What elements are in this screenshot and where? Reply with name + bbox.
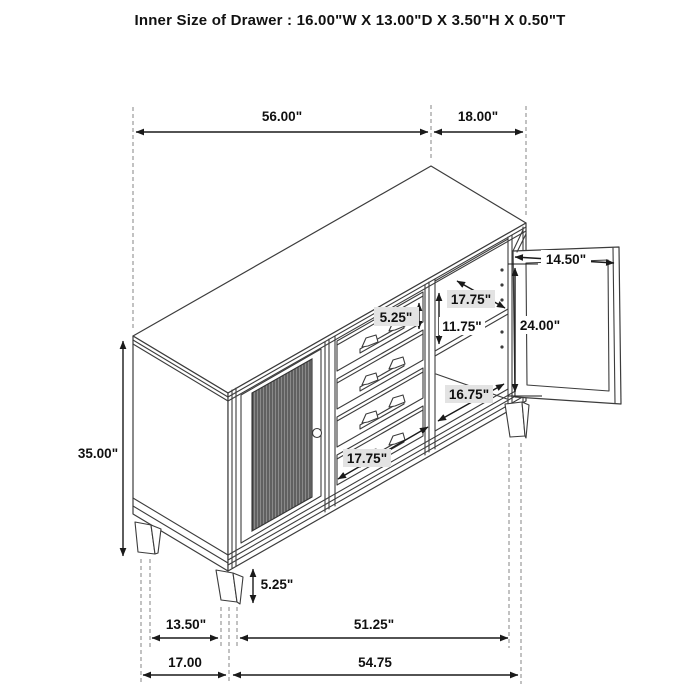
dim-label-base-right-width: 54.75: [358, 655, 392, 670]
dim-label-top-depth: 18.00": [457, 109, 499, 124]
dim-label-shelf-opening-height: 11.75": [442, 319, 482, 334]
dim-label-drawer-height: 5.25": [379, 310, 413, 325]
dim-label-base-span-right: 51.25": [353, 617, 395, 632]
dim-label-door-opening-height: 24.00": [519, 318, 561, 333]
dim-label-door-opening-width: 16.75": [448, 387, 490, 402]
dim-label-leg-spacing: 13.50": [165, 617, 207, 632]
dim-label-top-width: 56.00": [261, 109, 303, 124]
dim-label-drawer-opening-width: 17.75": [346, 451, 388, 466]
dim-label-overall-height: 35.00": [77, 446, 119, 461]
dim-label-door-width: 14.50": [545, 252, 587, 267]
cabinet-body: [133, 166, 526, 571]
drawing-title: Inner Size of Drawer : 16.00"W X 13.00"D X 3.50"H X 0.50"T: [134, 12, 566, 29]
door-knob: [313, 429, 322, 438]
dim-label-leg-height: 5.25": [260, 577, 294, 592]
dim-label-compartment-depth: 17.75": [450, 292, 492, 307]
dim-label-base-left-width: 17.00: [168, 655, 202, 670]
